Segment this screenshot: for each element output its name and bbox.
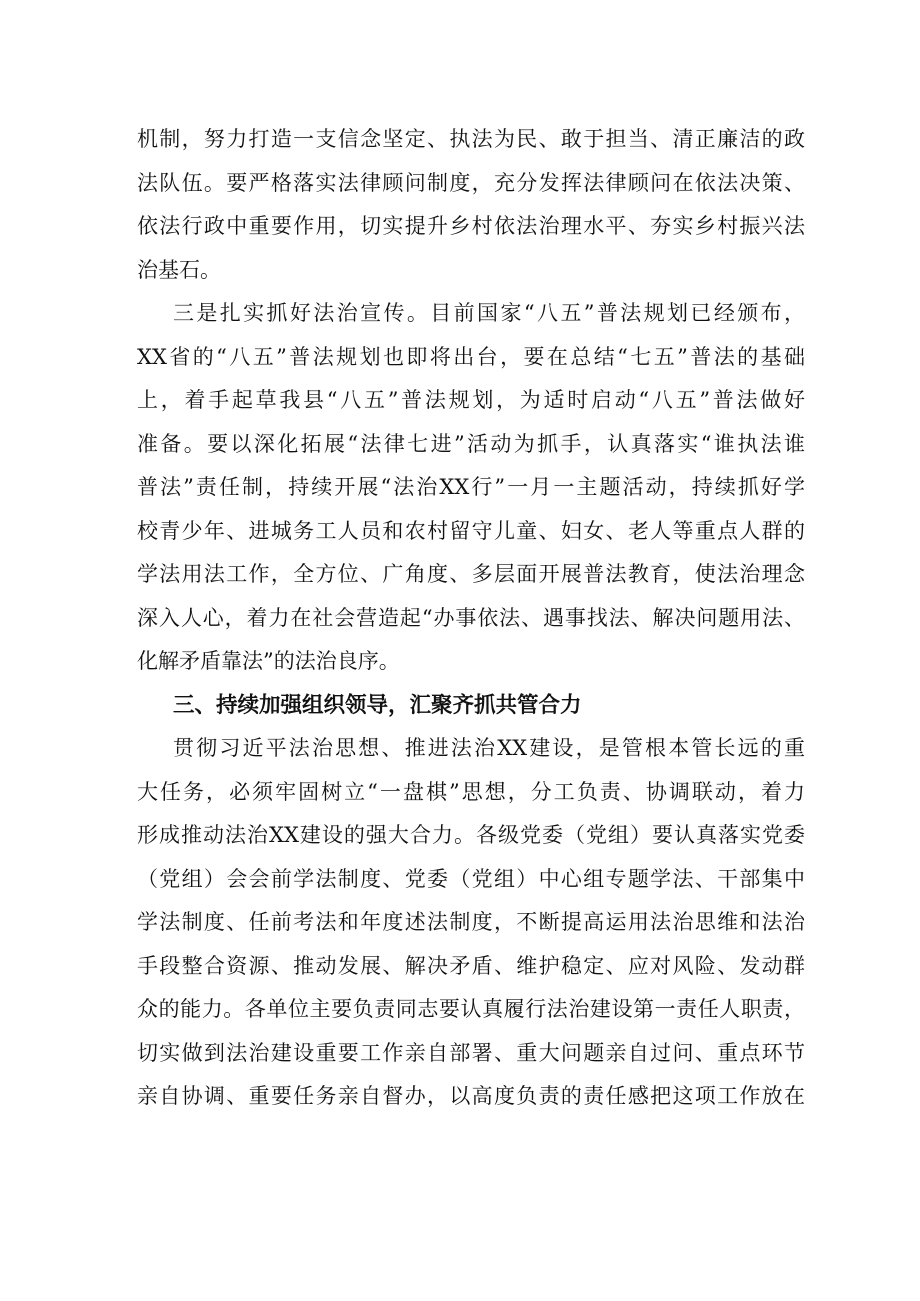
text-line: XX省的“八五”普法规划也即将出台，要在总结“七五”普法的基础: [137, 344, 805, 369]
text-line: 上，着手起草我县“八五”普法规划，为适时启动“八五”普法做好: [137, 388, 805, 412]
text-line: 大任务，必须牢固树立“一盘棋”思想，分工负责、协调联动，着力: [137, 779, 805, 804]
text-line: 贯彻习近平法治思想、推进法治XX建设，是管根本管长远的重: [173, 736, 805, 760]
text-line: 机制，努力打造一支信念坚定、执法为民、敢于担当、清正廉洁的政: [137, 127, 805, 151]
text-line: 三是扎实抓好法治宣传。目前国家“八五”普法规划已经颁布，: [173, 301, 805, 325]
paragraph-legal-team: [137, 118, 805, 292]
text-line: （党组）会会前学法制度、党委（党组）中心组专题学法、干部集中: [137, 866, 805, 891]
text-line: 普法”责任制，持续开展“法治XX行”一月一主题活动，持续抓好学: [137, 475, 805, 499]
text-line: 依法行政中重要作用，切实提升乡村依法治理水平、夯实乡村振兴法: [137, 214, 805, 238]
text-line: 校青少年、进城务工人员和农村留守儿童、妇女、老人等重点人群的: [137, 518, 805, 543]
paragraph-organizational-leadership: [137, 727, 805, 1119]
text-line: 深入人心，着力在社会营造起“办事依法、遇事找法、解决问题用法、: [137, 605, 805, 630]
text-line: 切实做到法治建设重要工作亲自部署、重大问题亲自过问、重点环节: [137, 1040, 805, 1065]
document-body: [137, 118, 805, 1119]
text-line: 治基石。: [137, 257, 221, 282]
text-line: 法队伍。要严格落实法律顾问制度，充分发挥法律顾问在依法决策、: [137, 170, 805, 195]
text-line: 形成推动法治XX建设的强大合力。各级党委（党组）要认真落实党委: [137, 823, 805, 847]
paragraph-legal-publicity: [137, 292, 805, 684]
text-line: 学法制度、任前考法和年度述法制度，不断提高运用法治思维和法治: [137, 910, 805, 934]
text-line: 众的能力。各单位主要负责同志要认真履行法治建设第一责任人职责，: [137, 997, 805, 1021]
text-line: 化解矛盾靠法”的法治良序。: [137, 649, 400, 673]
text-line: 准备。要以深化拓展“法律七进”活动为抓手，认真落实“谁执法谁: [137, 431, 805, 456]
text-line: 亲自协调、重要任务亲自督办，以高度负责的责任感把这项工作放在: [137, 1084, 805, 1108]
section-heading: 三、持续加强组织领导，汇聚齐抓共管合力: [173, 692, 582, 718]
text-line: 学法用法工作，全方位、广角度、多层面开展普法教育，使法治理念: [137, 562, 805, 586]
text-line: 手段整合资源、推动发展、解决矛盾、维护稳定、应对风险、发动群: [137, 953, 805, 978]
